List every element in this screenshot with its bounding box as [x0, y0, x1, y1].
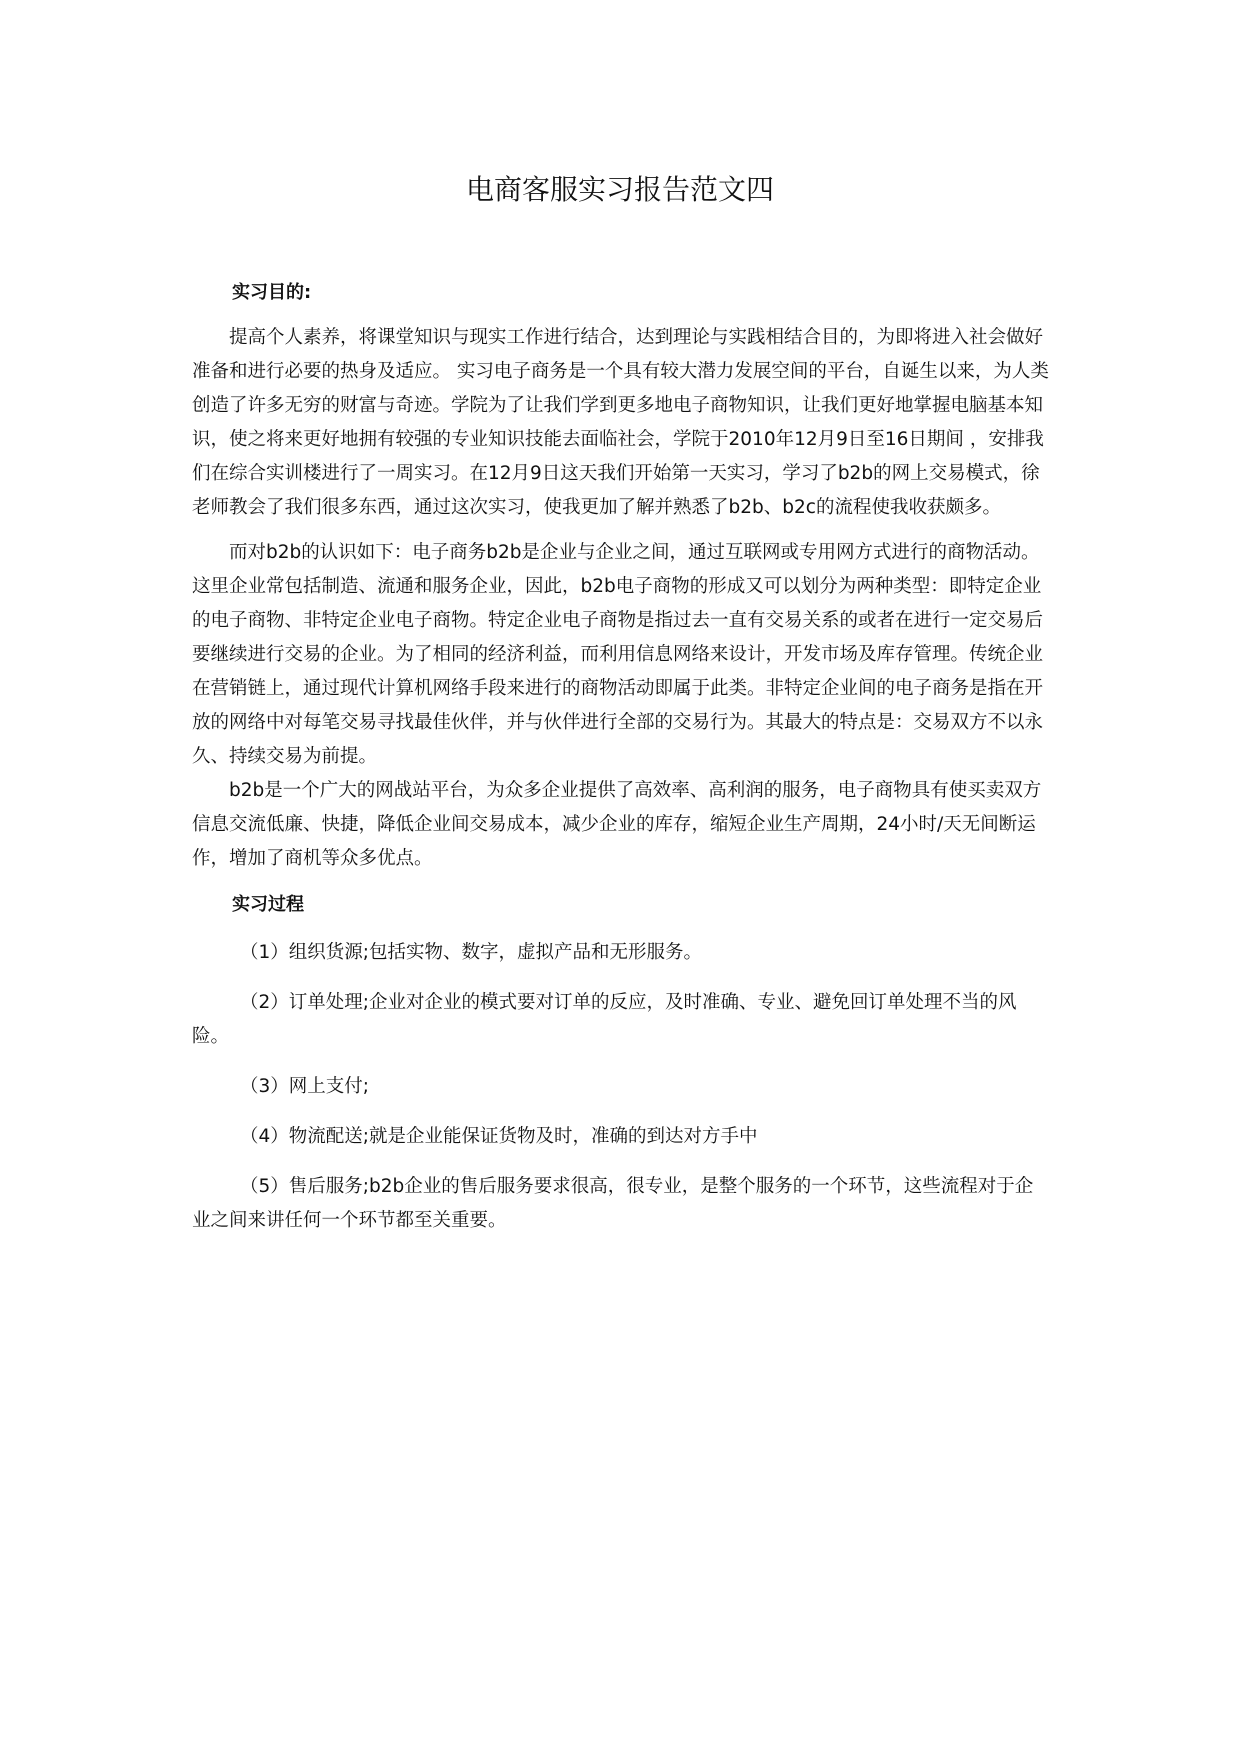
- paragraph-1: 提高个人素养，将课堂知识与现实工作进行结合，达到理论与实践相结合目的，为即将进入社会做好准备和进行必要的热身及适应。 实习电子商务是一个具有较大潜力发展空间的平台，自诞生以来，为人类创造了许多无穷的财富与奇迹。学院为了让我们学到更多地电子商物知识，让我们更好地掌握电脑基本知识，使之将来更好地拥有较强的专业知识技能去面临社会，学院于2010年12月9日至16日期间 ，安排我们在综合实训楼进行了一周实习。在12月9日这天我们开始第一天实习，学习了b2b的网上交易模式，徐老师教会了我们很多东西，通过这次实习，使我更加了解并熟悉了b2b、b2c的流程使我收获颇多。: [192, 327, 1049, 518]
- paragraph-2: 而对b2b的认识如下：电子商务b2b是企业与企业之间，通过互联网或专用网方式进行的商物活动。这里企业常包括制造、流通和服务企业，因此，b2b电子商物的形成又可以划分为两种类型：即特定企业的电子商物、非特定企业电子商物。特定企业电子商物是指过去一直有交易关系的或者在进行一定交易后要继续进行交易的企业。为了相同的经济利益，而利用信息网络来设计，开发市场及库存管理。传统企业在营销链上，通过现代计算机网络手段来进行的商物活动即属于此类。非特定企业间的电子商务是指在开放的网络中对每笔交易寻找最佳伙伴，并与伙伴进行全部的交易行为。其最大的特点是：交易双方不以永久、持续交易为前提。: [192, 542, 1044, 767]
- section-heading-purpose: 实习目的:: [232, 282, 312, 303]
- document-body: [192, 276, 1050, 1254]
- list-item: （4）物流配送;就是企业能保证货物及时，准确的到达对方手中: [240, 1126, 758, 1147]
- list-item: （5）售后服务;b2b企业的售后服务要求很高，很专业，是整个服务的一个环节，这些流程对于企业之间来讲任何一个环节都至关重要。: [192, 1176, 1034, 1231]
- document-title: 电商客服实习报告范文四: [465, 173, 774, 206]
- list-item: （3）网上支付;: [240, 1076, 370, 1097]
- list-item: （1）组织货源;包括实物、数字，虚拟产品和无形服务。: [240, 942, 703, 963]
- paragraph-3: b2b是一个广大的网战站平台，为众多企业提供了高效率、高利润的服务，电子商物具有使买卖双方信息交流低廉、快捷，降低企业间交易成本，减少企业的库存，缩短企业生产周期，24小时/天无间断运作，增加了商机等众多优点。: [192, 780, 1042, 869]
- list-item: （2）订单处理;企业对企业的模式要对订单的反应，及时准确、专业、避免回订单处理不当的风险。: [192, 992, 1017, 1047]
- section-heading-process: 实习过程: [232, 894, 304, 915]
